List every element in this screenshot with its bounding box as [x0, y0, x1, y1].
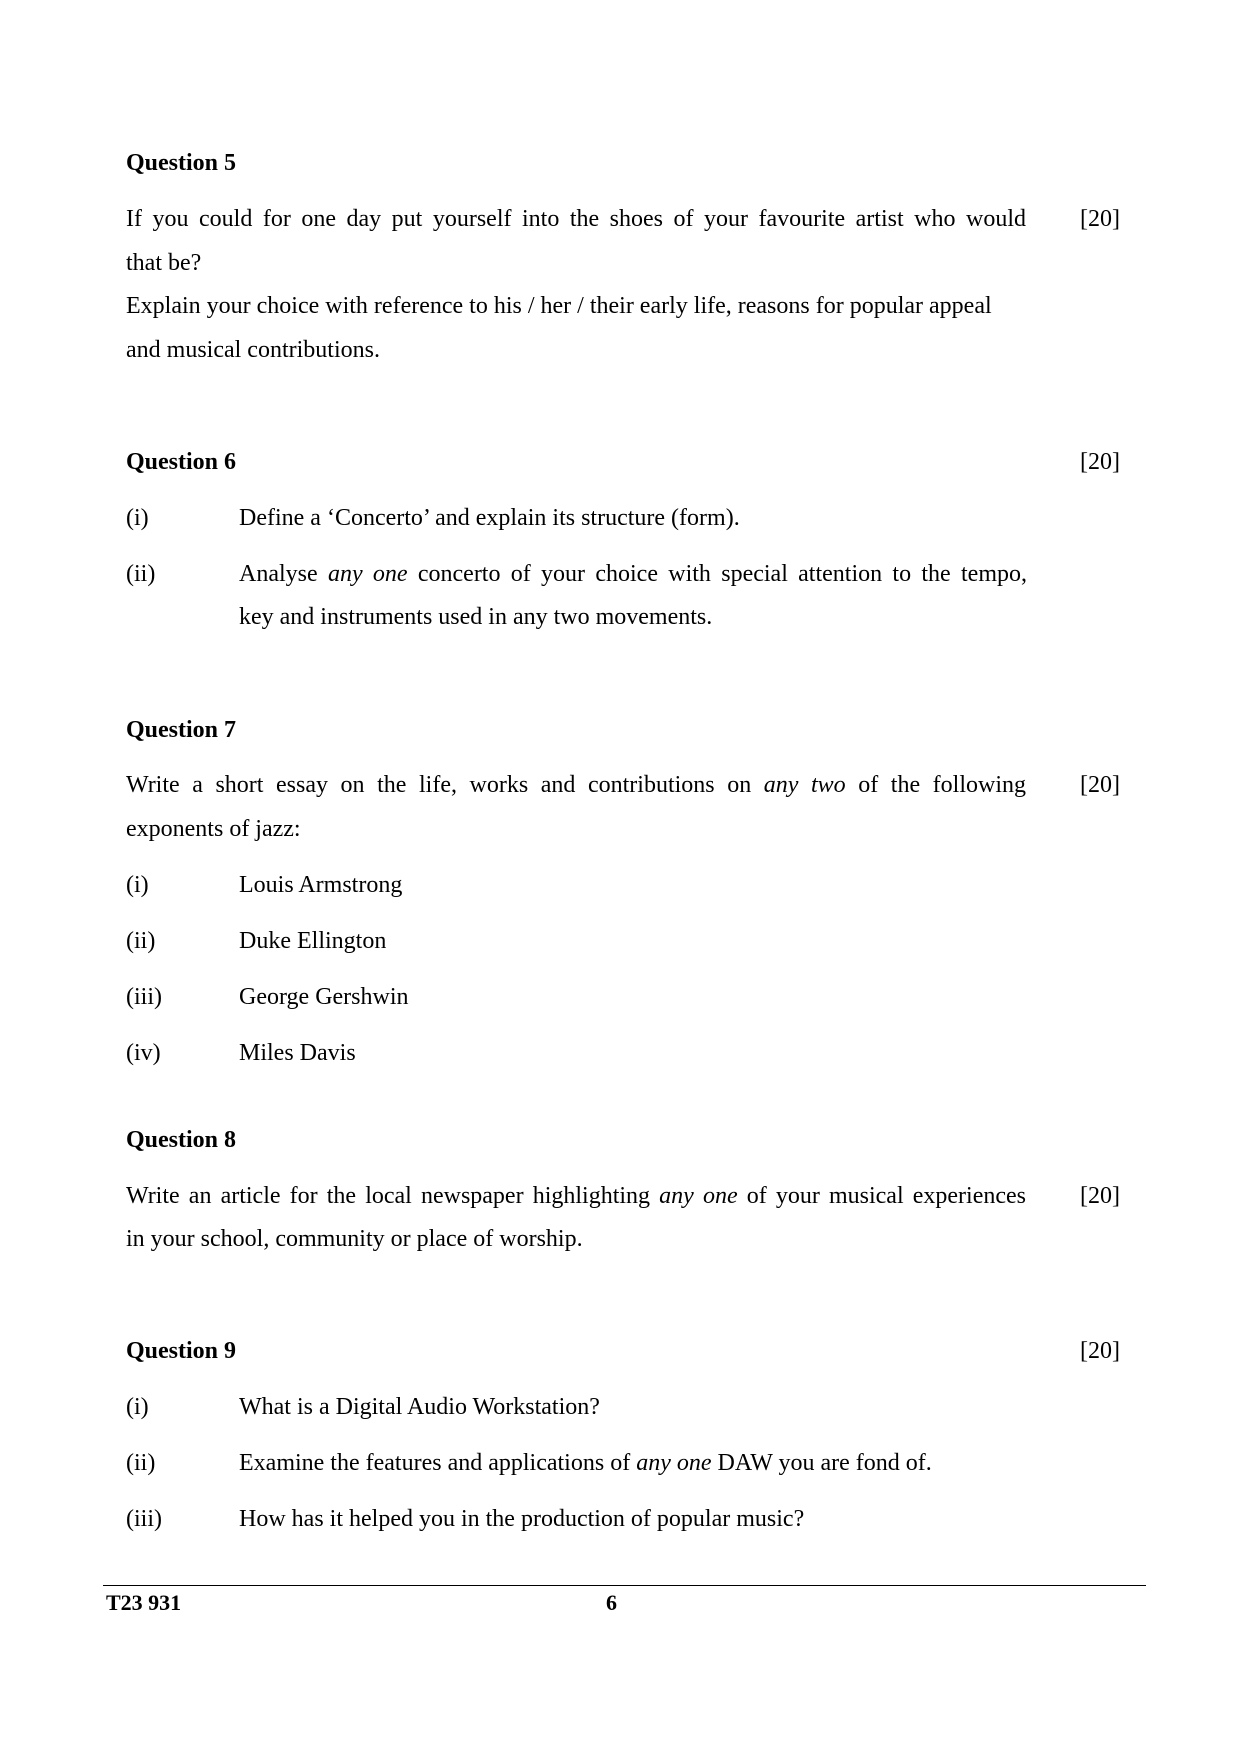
question-5-line-4: and musical contributions.	[126, 337, 380, 363]
question-7-title: Question 7	[126, 717, 237, 743]
question-8-line-2: in your school, community or place of worship.	[126, 1226, 583, 1252]
page-number: 6	[606, 1590, 617, 1615]
question-9-marks: [20]	[1080, 1338, 1120, 1364]
question-9-item-3-text: How has it helped you in the production of popular music?	[239, 1506, 805, 1532]
question-6-item-2-line-1: Analyse any one concerto of your choice with special attention to the tempo,	[239, 561, 1027, 587]
question-5-title: Question 5	[126, 150, 237, 176]
question-9-item-1-number: (i)	[126, 1394, 149, 1420]
question-9-item-2-text: Examine the features and applications of any one DAW you are fond of.	[239, 1450, 932, 1476]
question-7-item-4-text: Miles Davis	[239, 1040, 356, 1066]
question-8-line-1: Write an article for the local newspaper highlighting any one of your musical experiences	[126, 1183, 1026, 1209]
question-8-marks: [20]	[1080, 1183, 1120, 1209]
question-5-line-2: that be?	[126, 250, 202, 276]
question-5-marks: [20]	[1080, 206, 1120, 232]
question-6-item-1-text: Define a ‘Concerto’ and explain its structure (form).	[239, 505, 740, 531]
question-9-title: Question 9	[126, 1338, 237, 1364]
question-9-item-2-number: (ii)	[126, 1450, 156, 1476]
question-8-title: Question 8	[126, 1127, 237, 1153]
question-6-marks: [20]	[1080, 449, 1120, 475]
question-7-item-3-text: George Gershwin	[239, 984, 409, 1010]
question-7-line-2: exponents of jazz:	[126, 816, 301, 842]
question-7-item-1-number: (i)	[126, 872, 149, 898]
question-7-marks: [20]	[1080, 772, 1120, 798]
footer-divider	[103, 1585, 1146, 1586]
paper-code: T23 931	[106, 1590, 182, 1615]
question-6-item-2-number: (ii)	[126, 561, 156, 587]
question-9-item-3-number: (iii)	[126, 1506, 162, 1532]
question-7-item-3-number: (iii)	[126, 984, 162, 1010]
question-6-title: Question 6	[126, 449, 237, 475]
question-7-item-1-text: Louis Armstrong	[239, 872, 403, 898]
question-6-item-2-line-2: key and instruments used in any two movements.	[239, 604, 713, 630]
question-9-item-1-text: What is a Digital Audio Workstation?	[239, 1394, 600, 1420]
question-7-item-2-text: Duke Ellington	[239, 928, 387, 954]
question-6-item-1-number: (i)	[126, 505, 149, 531]
question-5-line-1: If you could for one day put yourself into the shoes of your favourite artist who would	[126, 206, 1026, 232]
question-7-line-1: Write a short essay on the life, works and contributions on any two of the following	[126, 772, 1026, 798]
question-7-item-4-number: (iv)	[126, 1040, 161, 1066]
question-7-item-2-number: (ii)	[126, 928, 156, 954]
question-5-line-3: Explain your choice with reference to his / her / their early life, reasons for popular appeal	[126, 293, 992, 319]
